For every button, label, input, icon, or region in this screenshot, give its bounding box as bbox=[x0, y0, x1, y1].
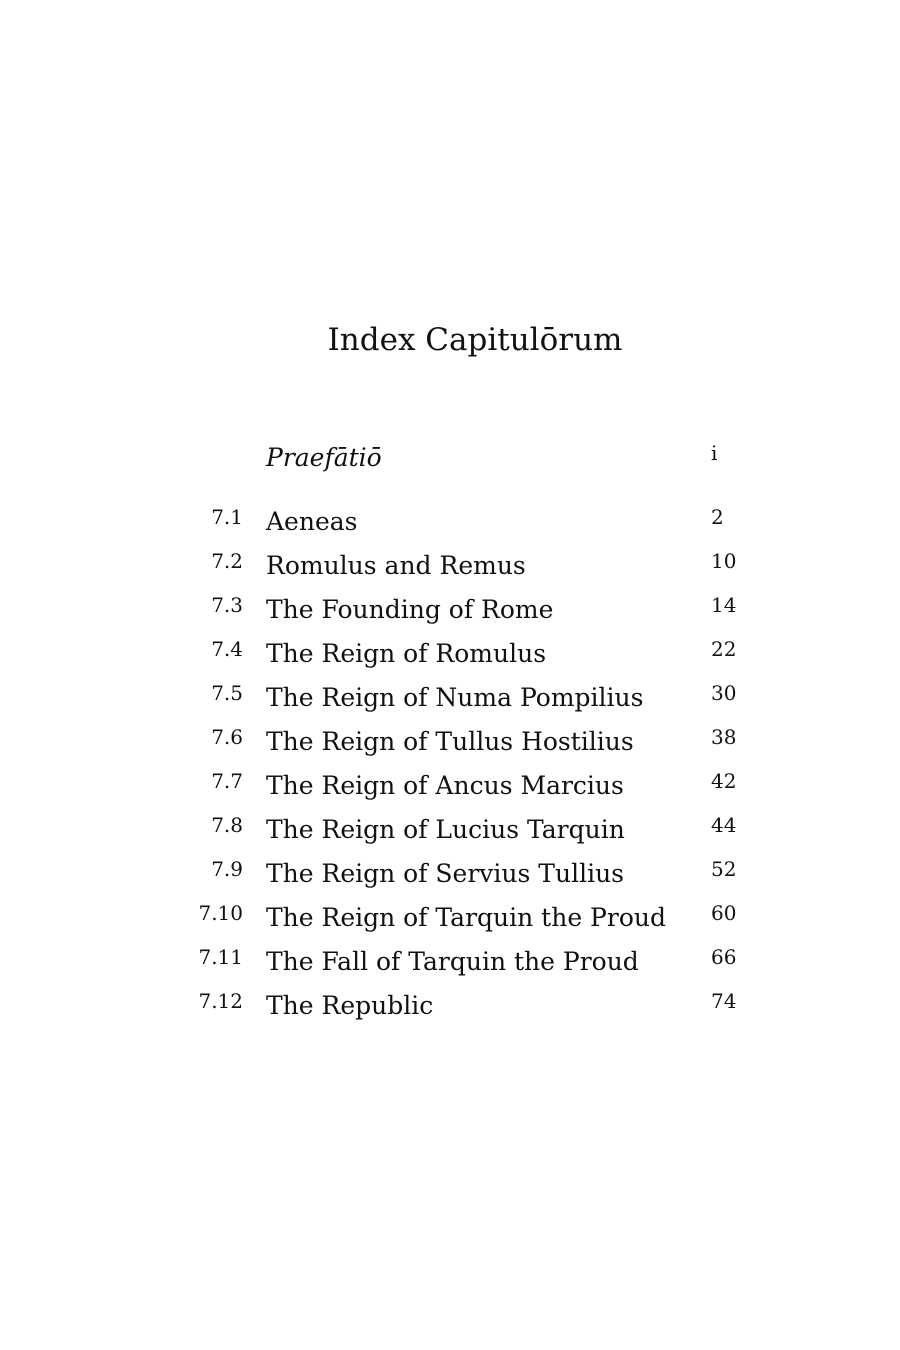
toc-entry-title: The Republic bbox=[266, 991, 434, 1020]
toc-entry[interactable] bbox=[0, 546, 900, 590]
toc-entry-number: 7.2 bbox=[211, 549, 243, 573]
toc-entry[interactable] bbox=[0, 502, 900, 546]
toc-entry-title: The Reign of Tarquin the Proud bbox=[266, 903, 666, 932]
toc-entry[interactable] bbox=[0, 766, 900, 810]
toc-entry[interactable] bbox=[0, 898, 900, 942]
toc-entry-title: The Reign of Numa Pompilius bbox=[266, 683, 644, 712]
toc-entry-page: i bbox=[711, 441, 718, 465]
toc-entry-page: 10 bbox=[711, 549, 737, 573]
toc-entry-number: 7.6 bbox=[211, 725, 243, 749]
toc-entry-preface[interactable] bbox=[0, 438, 900, 482]
toc-entry-page: 22 bbox=[711, 637, 737, 661]
toc-entry-number: 7.12 bbox=[198, 989, 243, 1013]
toc-entry-number: 7.7 bbox=[211, 769, 243, 793]
toc-entry[interactable] bbox=[0, 590, 900, 634]
toc-entry[interactable] bbox=[0, 986, 900, 1030]
toc-entry-page: 14 bbox=[711, 593, 737, 617]
toc-entry-title: The Fall of Tarquin the Proud bbox=[266, 947, 639, 976]
toc-entry-page: 44 bbox=[711, 813, 737, 837]
toc-entry[interactable] bbox=[0, 942, 900, 986]
toc-entry[interactable] bbox=[0, 722, 900, 766]
toc-entry-number: 7.3 bbox=[211, 593, 243, 617]
toc-entry-number: 7.10 bbox=[198, 901, 243, 925]
toc-entry[interactable] bbox=[0, 810, 900, 854]
toc-entry-number: 7.4 bbox=[211, 637, 243, 661]
toc-entry-number: 7.8 bbox=[211, 813, 243, 837]
toc-entry-title: The Reign of Romulus bbox=[266, 639, 547, 668]
toc-entry[interactable] bbox=[0, 854, 900, 898]
toc-entry-page: 52 bbox=[711, 857, 737, 881]
toc-entry-page: 30 bbox=[711, 681, 737, 705]
toc-entry-title: Romulus and Remus bbox=[266, 551, 526, 580]
toc-entry-page: 74 bbox=[711, 989, 737, 1013]
toc-entry-page: 66 bbox=[711, 945, 737, 969]
page-title: Index Capitulōrum bbox=[327, 322, 623, 358]
toc-entry-number: 7.11 bbox=[198, 945, 243, 969]
toc-entry-title: The Reign of Lucius Tarquin bbox=[266, 815, 625, 844]
toc-entry-page: 2 bbox=[711, 505, 724, 529]
toc-entry-number: 7.9 bbox=[211, 857, 243, 881]
toc-entry-number: 7.5 bbox=[211, 681, 243, 705]
toc-entry-title: The Reign of Tullus Hostilius bbox=[266, 727, 634, 756]
toc-entry-page: 38 bbox=[711, 725, 737, 749]
toc-entry-title: The Founding of Rome bbox=[266, 595, 554, 624]
toc-entry[interactable] bbox=[0, 678, 900, 722]
toc-entry-title: Aeneas bbox=[266, 507, 358, 536]
toc-entry-title: The Reign of Ancus Marcius bbox=[266, 771, 624, 800]
toc-entry-number: 7.1 bbox=[211, 505, 243, 529]
toc-entry[interactable] bbox=[0, 634, 900, 678]
toc-entry-page: 60 bbox=[711, 901, 737, 925]
toc-entry-title: Praefātiō bbox=[266, 443, 382, 472]
toc-entry-title: The Reign of Servius Tullius bbox=[266, 859, 624, 888]
toc-entry-page: 42 bbox=[711, 769, 737, 793]
